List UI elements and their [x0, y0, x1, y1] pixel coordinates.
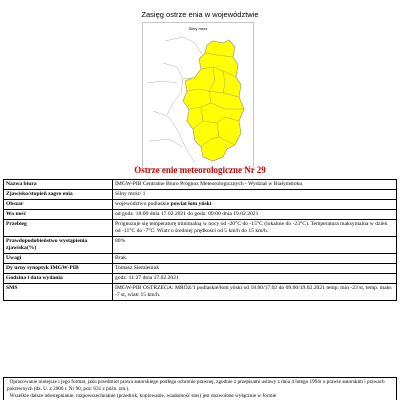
table-row: [4, 190, 397, 200]
row-value-forecaster: Tomasz Siemieniuk: [113, 264, 397, 274]
podlaskie-region: [183, 40, 244, 161]
row-label-probability: Prawdopodobieństwo wystąpienia zjawiska(%): [4, 237, 113, 254]
table-row: [4, 180, 397, 190]
table-row: [4, 220, 397, 237]
warning-details-table: [3, 179, 397, 301]
area-voivodeship: województwo podlaskie: [115, 201, 171, 207]
row-value-area: [113, 200, 397, 210]
warning-map: [142, 22, 254, 169]
footer-paragraph-2: Wszelkie dalsze udostępnianie, rozpowszechnianie (przedruk, kopiowanie, wiadomość sms) jest dozwolone wyłącznie w formie: [9, 393, 277, 399]
row-value-phenomenon: Silny mróz/ 1: [113, 190, 397, 200]
row-label-remarks: Uwagi: [4, 254, 113, 264]
row-label-sms: SMS: [4, 284, 113, 301]
row-label-phenomenon: Zjawisko/stopień zagro enia: [4, 190, 113, 200]
table-row: [4, 284, 397, 301]
row-value-course: Prognozuje się temperaturę minimalną w nocy od -20°C do -15°C (lokalnie do -23°C). Temperatura maksymalna w dzień od -11°C do -7°C. Wiatr o średniej prędkości od 5 km/h do 15 km/h.: [113, 220, 397, 237]
row-label-validity: Wa ność: [4, 210, 113, 220]
area-county: powiat łom yński: [170, 201, 212, 207]
footer-paragraph-1: Opracowanie niniejsze i jego format, jako przedmiot prawa autorskiego podlega ochronie prawnej, zgodnie z przepisami ustawy z dnia 4 lutego 1994r o prawie autorskim i prawach pokrewnych (dz. U. z 2006 r. Nr 90, poz. 631 z późn. zm.).: [7, 379, 385, 392]
copyright-footer: [3, 377, 397, 400]
row-value-sms: IMGW-PIB OSTRZEGA: MRÓZ/1 podlaskie/łom yński od 18.00/17.02 do 09.00/19.02.2021 temp. min -23 st, temp. maks -7 st, wiatr 15 km/h.: [113, 284, 397, 301]
table-row: [4, 237, 397, 254]
warning-title: Ostrze enie meteorologiczne Nr 29: [134, 165, 266, 175]
page-title: Zasięg ostrze enia w województwie: [141, 10, 259, 19]
row-label-forecaster: Dy urny synoptyk IMGW-PIB: [4, 264, 113, 274]
table-row: [4, 264, 397, 274]
map-caption: Silny mróz: [188, 26, 208, 31]
table-row: [4, 210, 397, 220]
row-value-validity: od godz. 18:00 dnia 17.02.2021 do godz. 09:00 dnia 19.02.2021: [113, 210, 397, 220]
row-label-issued: Godzina i data wydania: [4, 274, 113, 284]
table-row: [4, 274, 397, 284]
row-value-office: IMGW-PIB Centralne Biuro Prognoz Meteorologicznych - Wydział w Białymstoku: [113, 180, 397, 190]
row-value-probability: 80%: [113, 237, 397, 254]
row-label-office: Nazwa biura: [4, 180, 113, 190]
row-value-issued: godz. 11:27 dnia 17.02.2021: [113, 274, 397, 284]
row-label-course: Przebieg: [4, 220, 113, 237]
voivodeship-map: [143, 23, 253, 168]
table-row: [4, 254, 397, 264]
row-label-area: Obszar: [4, 200, 113, 210]
row-value-remarks: Brak.: [113, 254, 397, 264]
table-row: [4, 200, 397, 210]
